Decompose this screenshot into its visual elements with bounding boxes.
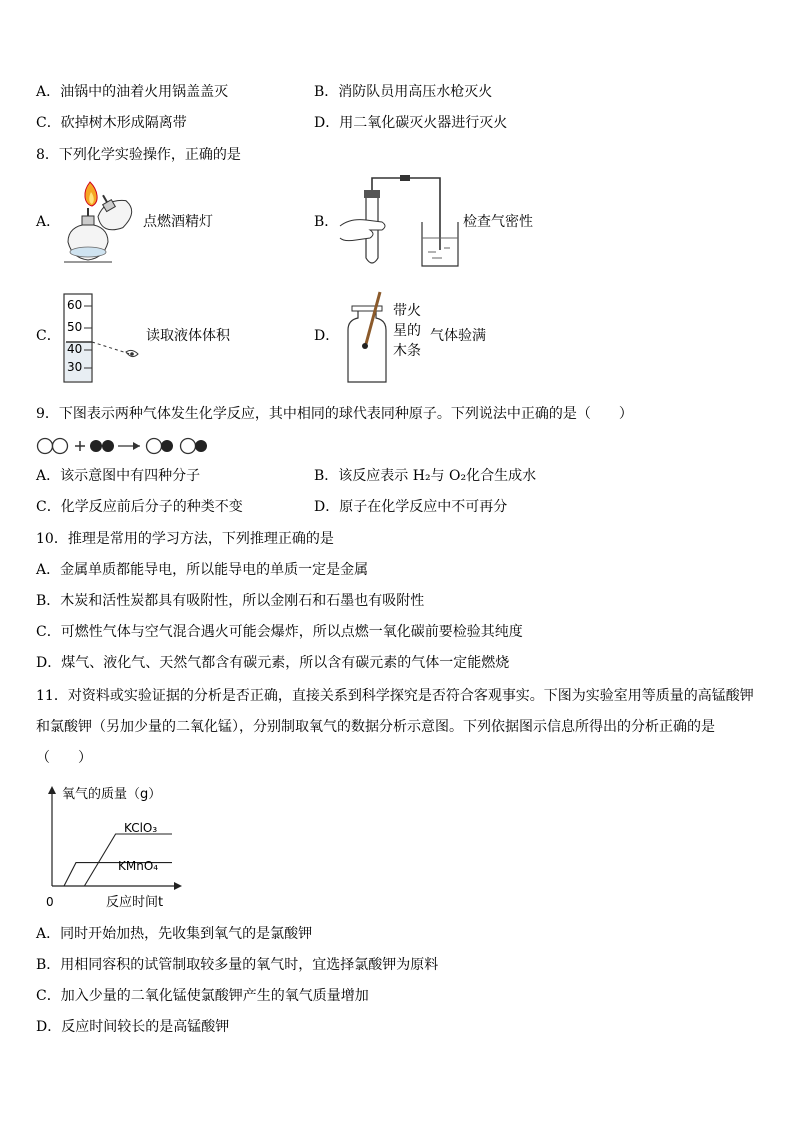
q10-option-b: B．木炭和活性炭都具有吸附性，所以金刚石和石墨也有吸附性 — [36, 593, 425, 609]
cylinder-tick-50: 50 — [67, 320, 83, 334]
q11-option-b: B．用相同容积的试管制取较多量的氧气时，宜选择氯酸钾为原料 — [36, 957, 439, 973]
alcohol-lamp-illustration — [60, 176, 144, 268]
q11-stem-line2: 和氯酸钾（另加少量的二氧化锰），分别制取氧气的数据分析示意图。下列依据图示信息所得出的分析正确的是 — [36, 719, 715, 735]
q7-option-d: D．用二氧化碳灭火器进行灭火 — [314, 115, 508, 131]
q11-option-c: C．加入少量的二氧化锰使氯酸钾产生的氧气质量增加 — [36, 988, 369, 1004]
graduated-cylinder-illustration — [60, 290, 160, 386]
q10-option-d: D．煤气、液化气、天然气都含有碳元素，所以含有碳元素的气体一定能燃烧 — [36, 655, 510, 671]
q9-stem: 9．下图表示两种气体发生化学反应，其中相同的球代表同种原子。下列说法中正确的是（ ） — [36, 406, 633, 422]
q10-option-a: A．金属单质都能导电，所以能导电的单质一定是金属 — [36, 562, 369, 578]
cylinder-tick-30: 30 — [67, 360, 83, 374]
oxygen-mass-chart — [40, 780, 200, 912]
q8-option-c-letter: C． — [36, 328, 61, 344]
q7-option-b: B．消防队员用高压水枪灭火 — [314, 84, 493, 100]
q10-option-c: C．可燃性气体与空气混合遇火可能会爆炸，所以点燃一氧化碳前要检验其纯度 — [36, 624, 523, 640]
q9-option-b: B．该反应表示 H₂与 O₂化合生成水 — [314, 468, 537, 484]
q11-option-a: A．同时开始加热，先收集到氧气的是氯酸钾 — [36, 926, 313, 942]
q9-option-d: D．原子在化学反应中不可再分 — [314, 499, 508, 515]
y-axis-label: 氧气的质量（g） — [62, 787, 162, 802]
q7-option-a: A．油锅中的油着火用锅盖盖灭 — [36, 84, 229, 100]
q8-option-d-letter: D． — [314, 328, 340, 344]
cylinder-tick-60: 60 — [67, 298, 83, 312]
x-axis-label: 反应时间t — [106, 895, 164, 910]
splint-label-line3: 木条 — [393, 343, 421, 359]
q9-option-c: C．化学反应前后分子的种类不变 — [36, 499, 243, 515]
splint-label-line2: 星的 — [393, 323, 421, 339]
q8-option-b-letter: B． — [314, 214, 339, 230]
q8-stem: 8．下列化学实验操作，正确的是 — [36, 147, 241, 163]
q10-stem: 10．推理是常用的学习方法，下列推理正确的是 — [36, 531, 334, 547]
x-axis-arrow — [174, 882, 182, 890]
splint-label-line1: 带火 — [393, 303, 421, 319]
kclo3-series-label: KClO₃ — [124, 821, 158, 835]
airtightness-check-illustration — [336, 172, 464, 272]
q8-option-a-letter: A． — [36, 214, 61, 230]
q11-option-d: D．反应时间较长的是高锰酸钾 — [36, 1019, 230, 1035]
q8-option-c-caption: 读取液体体积 — [146, 328, 230, 344]
q9-option-a: A．该示意图中有四种分子 — [36, 468, 201, 484]
q7-option-c: C．砍掉树木形成隔离带 — [36, 115, 187, 131]
q11-stem-line1: 11．对资料或实验证据的分析是否正确，直接关系到科学探究是否符合客观事实。下图为实验室用等质量的高锰酸钾 — [36, 688, 754, 704]
q8-option-d-caption: 气体验满 — [430, 328, 486, 344]
q8-option-a-caption: 点燃酒精灯 — [143, 214, 213, 230]
origin-label: 0 — [46, 895, 54, 909]
q11-stem-line3: （ ） — [36, 750, 92, 766]
kmno4-series-label: KMnO₄ — [118, 859, 159, 873]
q8-option-b-caption: 检查气密性 — [463, 214, 533, 230]
y-axis-arrow — [48, 786, 56, 794]
gas-bottle-illustration — [344, 290, 390, 386]
reaction-diagram — [36, 434, 220, 458]
cylinder-tick-40: 40 — [67, 342, 83, 356]
